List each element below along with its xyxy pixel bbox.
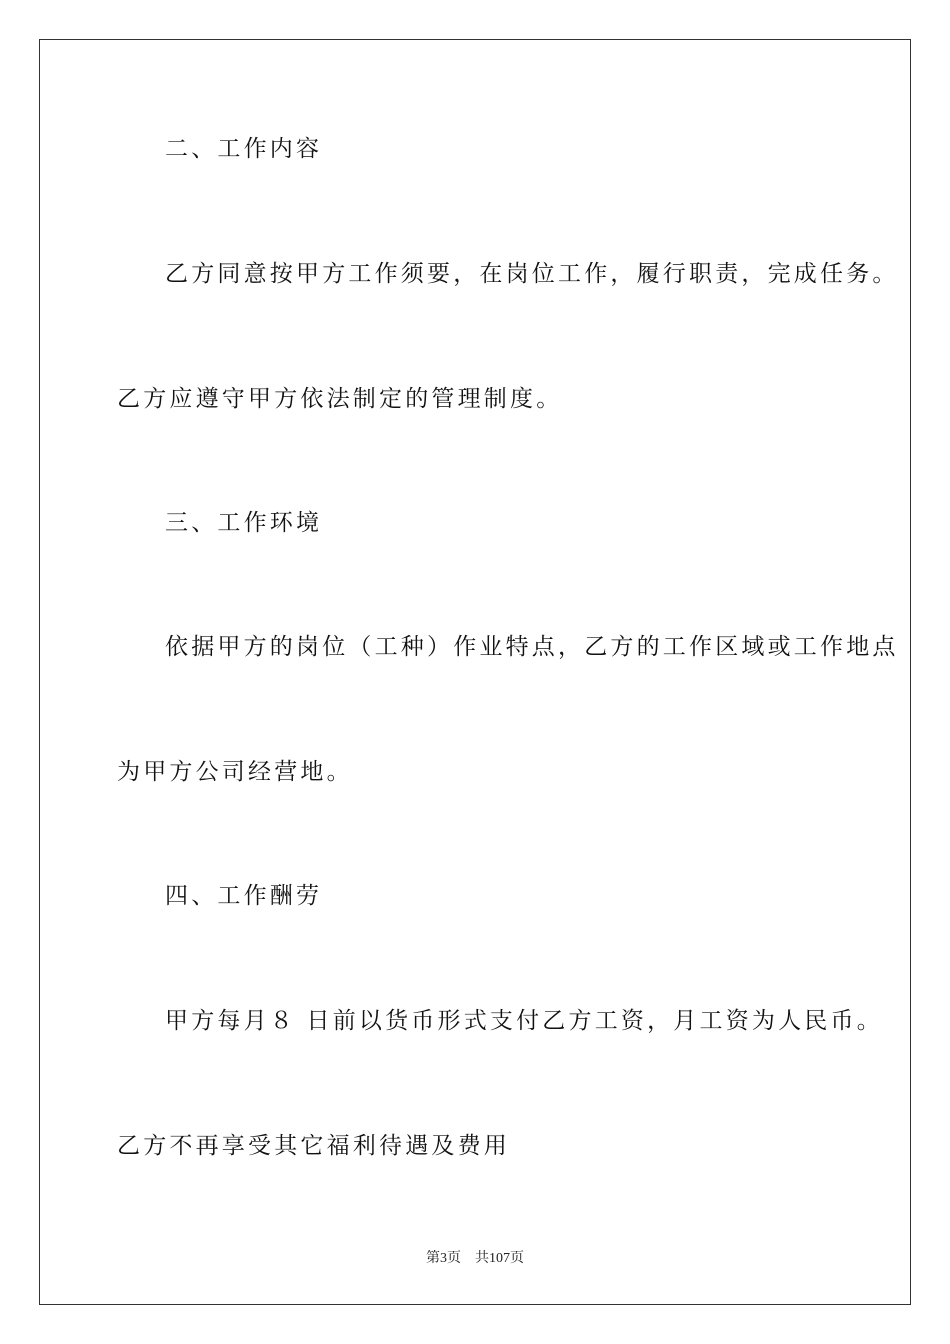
paragraph-line: 为甲方公司经营地。 <box>117 759 353 785</box>
page-border <box>39 39 911 1305</box>
section-heading-work-remuneration: 四、工作酬劳 <box>165 883 323 909</box>
paragraph-line: 甲方每月８ 日前以货币形式支付乙方工资，月工资为人民币。 <box>165 1008 883 1034</box>
paragraph-line: 乙方同意按甲方工作须要，在岗位工作，履行职责，完成任务。 <box>165 261 899 287</box>
section-heading-work-content: 二、工作内容 <box>165 136 323 162</box>
page-number-footer: 第3页 共107页 <box>426 1251 524 1266</box>
paragraph-line: 依据甲方的岗位（工种）作业特点，乙方的工作区域或工作地点 <box>165 634 899 660</box>
paragraph-line: 乙方不再享受其它福利待遇及费用 <box>117 1133 510 1159</box>
paragraph-line: 乙方应遵守甲方依法制定的管理制度。 <box>117 386 563 412</box>
section-heading-work-environment: 三、工作环境 <box>165 510 323 536</box>
